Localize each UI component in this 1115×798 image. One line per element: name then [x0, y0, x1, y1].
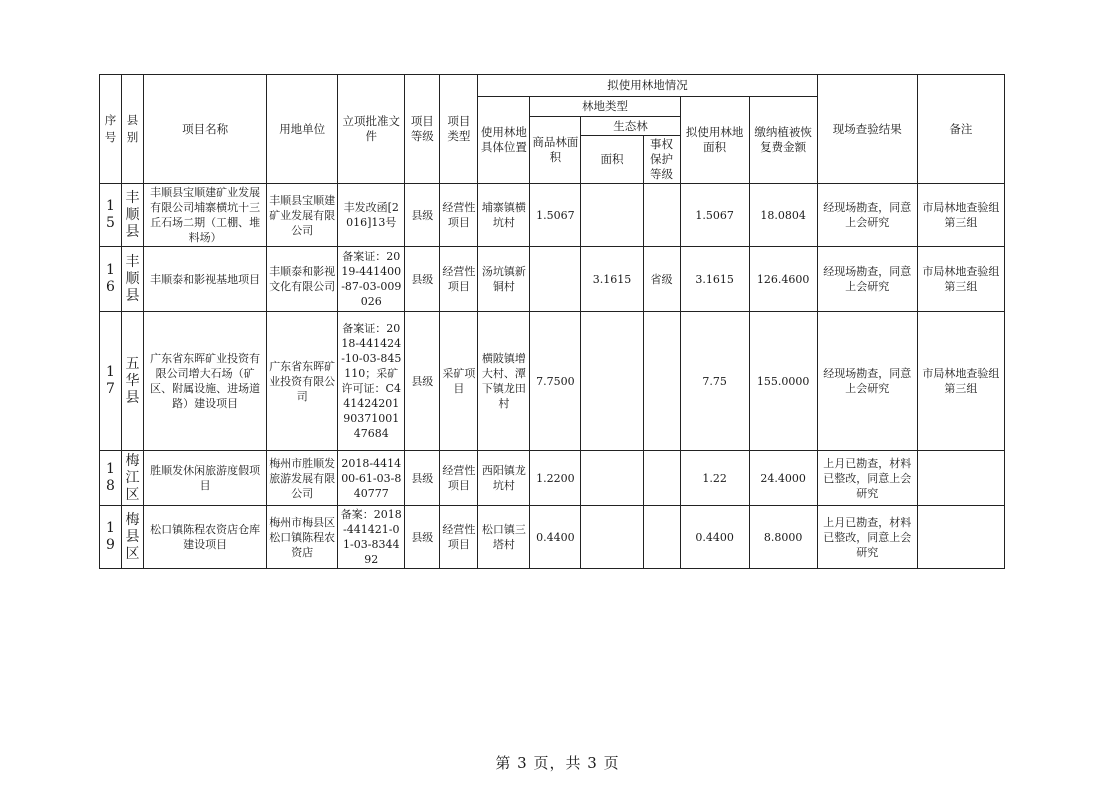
row-type: 经营性项目 [440, 506, 478, 569]
row-result: 经现场勘查，同意上会研究 [817, 247, 917, 312]
header-county: 县别 [122, 75, 144, 184]
row-fee: 24.4000 [749, 451, 817, 506]
row-level: 县级 [405, 184, 440, 247]
row-planned-area: 3.1615 [680, 247, 749, 312]
header-ecological: 生态林 [581, 117, 680, 136]
row-project-name: 广东省东晖矿业投资有限公司增大石场（矿区、附属设施、进场道路）建设项目 [144, 312, 267, 451]
header-eco-area: 面积 [581, 136, 643, 184]
row-eco-level [643, 184, 680, 247]
row-eco-level [643, 312, 680, 451]
header-approval-doc: 立项批准文件 [338, 75, 405, 184]
row-county: 梅江区 [122, 451, 144, 506]
row-project-name: 丰顺县宝顺建矿业发展有限公司埔寨横坑十三丘石场二期（工棚、堆料场） [144, 184, 267, 247]
header-serial: 序号 [100, 75, 122, 184]
row-serial: 15 [100, 184, 122, 247]
row-serial: 18 [100, 451, 122, 506]
row-eco-area [581, 451, 643, 506]
row-eco-level: 省级 [643, 247, 680, 312]
row-fee: 126.4600 [749, 247, 817, 312]
row-location: 横陂镇增大村、潭下镇龙田村 [478, 312, 530, 451]
table-row [100, 184, 1005, 247]
row-level: 县级 [405, 451, 440, 506]
row-result: 上月已勘查，材料已整改，同意上会研究 [817, 451, 917, 506]
row-eco-level [643, 506, 680, 569]
forest-land-table [99, 74, 1005, 569]
row-eco-area [581, 312, 643, 451]
table-row [100, 312, 1005, 451]
row-eco-area [581, 184, 643, 247]
header-restoration-fee: 缴纳植被恢复费金额 [749, 97, 817, 184]
row-level: 县级 [405, 247, 440, 312]
header-project-name: 项目名称 [144, 75, 267, 184]
table-row [100, 451, 1005, 506]
row-county: 梅县区 [122, 506, 144, 569]
row-result: 上月已勘查，材料已整改，同意上会研究 [817, 506, 917, 569]
row-eco-area [581, 506, 643, 569]
row-approval-doc: 备案证：2018-441424-10-03-845110；采矿许可证：C4414242019037100147684 [338, 312, 405, 451]
page-footer: 第 3 页，共 3 页 [495, 754, 620, 772]
row-approval-doc: 备案：2018-441421-01-03-834492 [338, 506, 405, 569]
row-county: 丰顺县 [122, 247, 144, 312]
row-fee: 155.0000 [749, 312, 817, 451]
table-row [100, 506, 1005, 569]
row-commercial-area: 0.4400 [530, 506, 581, 569]
row-serial: 17 [100, 312, 122, 451]
row-type: 经营性项目 [440, 184, 478, 247]
row-location: 松口镇三塔村 [478, 506, 530, 569]
row-remark: 市局林地查验组第三组 [917, 247, 1004, 312]
row-remark [917, 506, 1004, 569]
row-commercial-area: 1.5067 [530, 184, 581, 247]
header-forest-type: 林地类型 [530, 97, 680, 117]
row-land-unit: 丰顺泰和影视文化有限公司 [267, 247, 338, 312]
row-commercial-area: 1.2200 [530, 451, 581, 506]
row-approval-doc: 丰发改函[2016]13号 [338, 184, 405, 247]
row-fee: 18.0804 [749, 184, 817, 247]
row-project-name: 松口镇陈程农资店仓库建设项目 [144, 506, 267, 569]
row-result: 经现场勘查，同意上会研究 [817, 312, 917, 451]
row-location: 汤坑镇新铜村 [478, 247, 530, 312]
header-forest-use: 拟使用林地情况 [478, 75, 817, 97]
row-approval-doc: 备案证：2019-441400-87-03-009026 [338, 247, 405, 312]
row-serial: 16 [100, 247, 122, 312]
header-planned-area: 拟使用林地面积 [680, 97, 749, 184]
row-commercial-area: 7.7500 [530, 312, 581, 451]
header-commercial-area: 商品林面积 [530, 117, 581, 184]
row-location: 埔寨镇横坑村 [478, 184, 530, 247]
row-planned-area: 0.4400 [680, 506, 749, 569]
header-location: 使用林地具体位置 [478, 97, 530, 184]
row-type: 经营性项目 [440, 247, 478, 312]
row-planned-area: 1.22 [680, 451, 749, 506]
header-land-unit: 用地单位 [267, 75, 338, 184]
row-eco-level [643, 451, 680, 506]
row-approval-doc: 2018-441400-61-03-840777 [338, 451, 405, 506]
header-project-level: 项目等级 [405, 75, 440, 184]
row-land-unit: 梅州市胜顺发旅游发展有限公司 [267, 451, 338, 506]
row-location: 西阳镇龙坑村 [478, 451, 530, 506]
row-planned-area: 1.5067 [680, 184, 749, 247]
row-land-unit: 广东省东晖矿业投资有限公司 [267, 312, 338, 451]
row-level: 县级 [405, 312, 440, 451]
table-row [100, 247, 1005, 312]
row-land-unit: 丰顺县宝顺建矿业发展有限公司 [267, 184, 338, 247]
header-inspection-result: 现场查验结果 [817, 75, 917, 184]
row-eco-area: 3.1615 [581, 247, 643, 312]
row-project-name: 胜顺发休闲旅游度假项目 [144, 451, 267, 506]
row-result: 经现场勘查，同意上会研究 [817, 184, 917, 247]
header-project-type: 项目类型 [440, 75, 478, 184]
row-type: 经营性项目 [440, 451, 478, 506]
row-level: 县级 [405, 506, 440, 569]
row-land-unit: 梅州市梅县区松口镇陈程农资店 [267, 506, 338, 569]
row-remark: 市局林地查验组第三组 [917, 184, 1004, 247]
row-remark: 市局林地查验组第三组 [917, 312, 1004, 451]
header-eco-rights-level: 事权保护等级 [643, 136, 680, 184]
row-planned-area: 7.75 [680, 312, 749, 451]
row-remark [917, 451, 1004, 506]
row-type: 采矿项目 [440, 312, 478, 451]
row-fee: 8.8000 [749, 506, 817, 569]
header-remarks: 备注 [917, 75, 1004, 184]
row-project-name: 丰顺泰和影视基地项目 [144, 247, 267, 312]
row-county: 丰顺县 [122, 184, 144, 247]
row-commercial-area [530, 247, 581, 312]
row-serial: 19 [100, 506, 122, 569]
row-county: 五华县 [122, 312, 144, 451]
